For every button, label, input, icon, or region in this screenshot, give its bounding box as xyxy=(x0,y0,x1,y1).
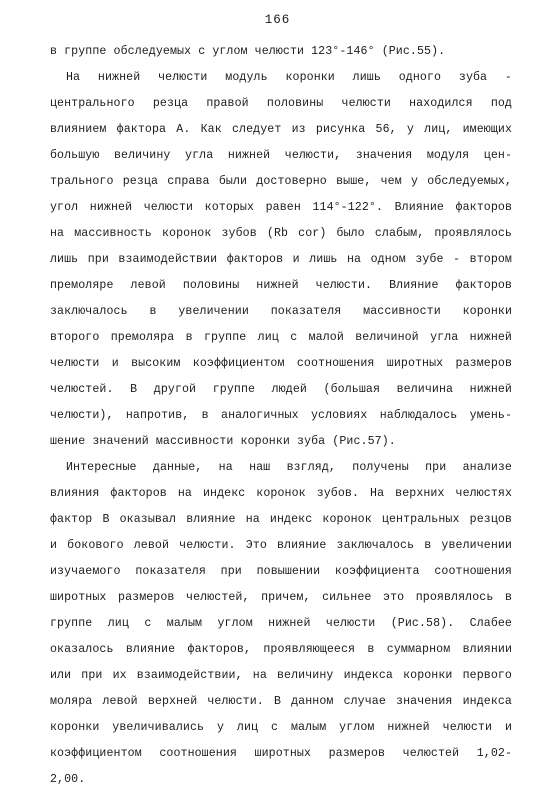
text-line: влиянием фактора А. Как следует из рисунка 56, у лиц, имеющих xyxy=(50,123,512,136)
text-line: лишь при взаимодействии факторов и лишь на одном зубе - втором xyxy=(50,253,512,266)
text-line: большую величину угла нижней челюсти, значения модуля цен- xyxy=(50,149,512,162)
text-line: шение значений массивности коронки зуба (Рис.57). xyxy=(50,435,396,448)
text-line: в группе обследуемых с углом челюсти 123°-146° (Рис.55). xyxy=(50,45,446,58)
text-line: или при их взаимодействии, на величину индекса коронки первого xyxy=(50,669,512,682)
text-line: трального резца справа были достоверно выше, чем у обследуемых, xyxy=(50,175,512,188)
text-line: челюстей. В другой группе людей (большая величина нижней xyxy=(50,383,512,396)
text-line: коронки увеличивались у лиц с малым углом нижней челюсти и xyxy=(50,721,512,734)
text-line: группе лиц с малым углом нижней челюсти (Рис.58). Слабее xyxy=(50,617,512,630)
text-line: оказалось влияние факторов, проявляющееся в суммарном влиянии xyxy=(50,643,512,656)
text-line: челюсти и высоким коэффициентом соотношения широтных размеров xyxy=(50,357,512,370)
text-line: на массивность коронок зубов (Rb cor) было слабым, проявлялось xyxy=(50,227,512,240)
page-number: 166 xyxy=(264,13,291,27)
text-line: изучаемого показателя при повышении коэффициента соотношения xyxy=(50,565,512,578)
text-line: угол нижней челюсти которых равен 114°-122°. Влияние факторов xyxy=(50,201,512,214)
text-line: челюсти), напротив, в аналогичных условиях наблюдалось умень- xyxy=(50,409,512,422)
text-line: Интересные данные, на наш взгляд, получены при анализе xyxy=(66,461,512,474)
text-line: заключалось в увеличении показателя массивности коронки xyxy=(50,305,512,318)
text-line: влияния факторов на индекс коронок зубов. На верхних челюстях xyxy=(50,487,512,500)
text-line: моляра левой верхней челюсти. В данном случае значения индекса xyxy=(50,695,512,708)
text-line: и бокового левой челюсти. Это влияние заключалось в увеличении xyxy=(50,539,512,552)
text-line: фактор В оказывал влияние на индекс коронок центральных резцов xyxy=(50,513,512,526)
text-line: второго премоляра в группе лиц с малой величиной угла нижней xyxy=(50,331,512,344)
text-line: 2,00. xyxy=(50,773,86,786)
text-line: премоляре левой половины нижней челюсти. Влияние факторов xyxy=(50,279,512,292)
text-line: На нижней челюсти модуль коронки лишь одного зуба - xyxy=(66,71,512,84)
text-line: широтных размеров челюстей, причем, сильнее это проявлялось в xyxy=(50,591,512,604)
text-line: коэффициентом соотношения широтных размеров челюстей 1,02- xyxy=(50,747,512,760)
text-line: центрального резца правой половины челюсти находился под xyxy=(50,97,512,110)
